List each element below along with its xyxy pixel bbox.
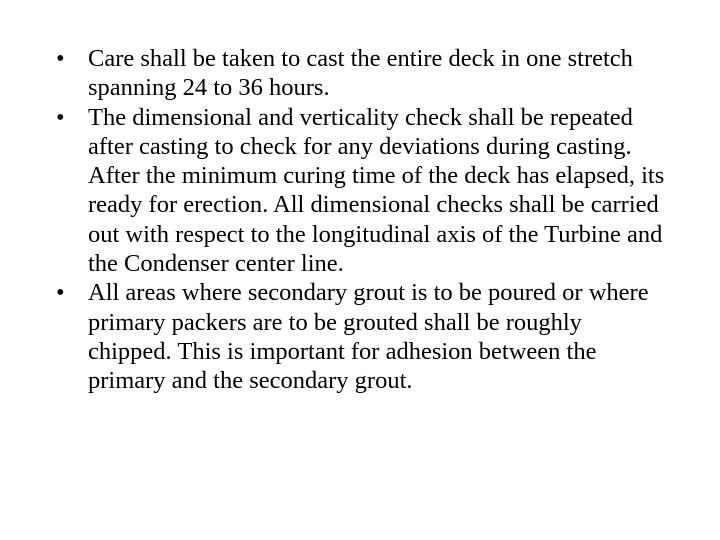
bullet-item — [56, 278, 666, 395]
bullet-icon: • — [56, 103, 65, 131]
bullet-item — [56, 103, 666, 279]
bullet-icon: • — [56, 45, 65, 72]
bullet-item — [56, 44, 666, 103]
bullet-icon: • — [56, 279, 65, 307]
bullet-list — [56, 44, 666, 396]
bullet-text: Care shall be taken to cast the entire deck in one stretch spanning 24 to 36 hours. — [88, 45, 633, 102]
bullet-text: The dimensional and verticality check shall be repeated after casting to check for any deviations during casting. After the minimum curing time of the deck has elapsed, its ready for erection. All dimensional checks shall be carried out with respect to the longitudinal axis of the Turbine and the Condenser center line. — [88, 103, 665, 278]
bullet-text: All areas where secondary grout is to be poured or where primary packers are to be grouted shall be roughly chipped. This is important for adhesion between the primary and the secondary grout. — [88, 279, 649, 395]
